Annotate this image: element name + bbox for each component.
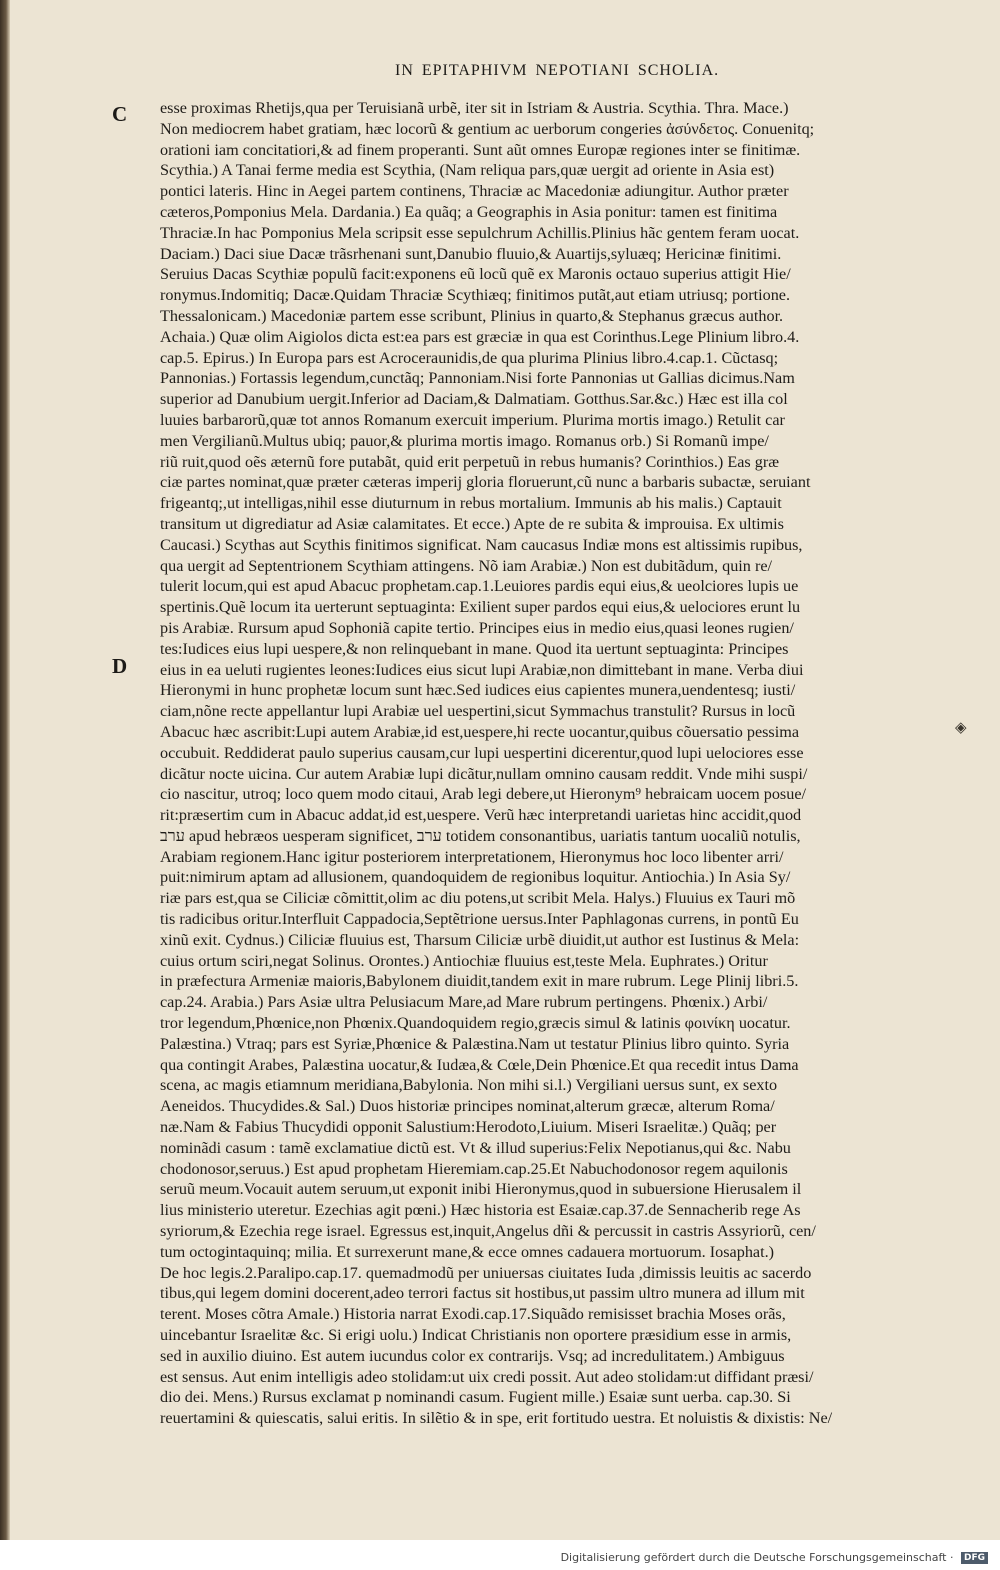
text-line: rit:præsertim cum in Abacuc addat,id est,uespere. Verũ hæc interpretandi uarietas hinc accidit,quod (160, 806, 802, 825)
text-line: esse proximas Rhetijs,qua per Teruisianã urbẽ, iter sit in Istriam & Austria. Scythia. Thra. Mace.) (160, 99, 789, 117)
text-line: Palæstina.) Vtraq; pars est Syriæ,Phœnice & Palæstina.Nam ut testatur Plinius libro quinto. Syria (160, 1034, 790, 1053)
text-line: riũ ruit,quod oẽs æternũ fore putabãt, quid erit perpetuũ in rebus humanis? Corinthios.) Eas græ (160, 452, 780, 471)
text-line: Seruius Dacas Scythiæ populũ facit:exponens eũ locũ quẽ ex Maronis octauo superius attigit Hie/ (160, 265, 791, 284)
text-line: Thessalonicam.) Macedoniæ partem esse scribunt, Plinius in quarto,& Stephanus græcus author. (160, 306, 784, 325)
text-line: ronymus.Indomitiq; Dacæ.Quidam Thraciæ Scythiæq; finitimos putãt,aut etiam utriusq; portione. (160, 286, 791, 305)
text-line: in præfectura Armeniæ maioris,Babylonem diuidit,tandem exit in mare rubrum. Lege Plinij libri.5. (160, 972, 799, 991)
text-line: occubuit. Reddiderat paulo superius causam,cur lupi uespertini dicerentur,quod lupi uelociores esse (160, 743, 804, 762)
page-header-title: IN EPITAPHIVM NEPOTIANI SCHOLIA. (395, 62, 720, 79)
text-line: tes:Iudices eius lupi uespere,& non relinquebant in mane. Quod ita uertunt septuaginta: Principes (160, 639, 789, 658)
text-line: Achaia.) Quæ olim Aigiolos dicta est:ea pars est græciæ in qua est Corinthus.Lege Plinium libro.4. (160, 327, 800, 346)
text-line: reuertamini & quiescatis, salui eritis. In silẽtio & in spe, erit fortitudo uestra. Et noluistis & dixistis: Ne/ (160, 1409, 833, 1428)
book-spine-edge (0, 0, 10, 1570)
text-line: næ.Nam & Fabius Thucydidi opponit Salustium:Herodoto,Liuium. Miseri Israelitæ.) Quãq; per (160, 1118, 777, 1137)
footer-credit-text: Digitalisierung gefördert durch die Deutsche Forschungsgemeinschaft · (560, 1551, 954, 1564)
text-line: riæ pars est,qua se Ciliciæ cõmittit,olim ac diu potens,ut scribit Mela. Halys.) Fluuius ex Tauri mõ (160, 889, 796, 908)
text-line: dio dei. Mens.) Rursus exclamat p nominandi casum. Fugient mille.) Esaiæ sunt uerba. cap.30. Si (160, 1388, 791, 1407)
text-line: cuius ortum sciri,negat Solinus. Orontes.) Antiochiæ fluuius est,teste Mela. Euphrates.) Oritur (160, 951, 768, 970)
text-line: cap.5. Epirus.) In Europa pars est Acroceraunidis,de qua plurima Plinius libro.4.cap.1. Cũctasq; (160, 348, 779, 367)
text-line: ערב apud hebræos uesperam significet, ערב totidem consonantibus, uariatis tantum uocaliũ notulis, (160, 826, 801, 845)
text-line: syriorum,& Ezechia rege israel. Egressus est,inquit,Angelus dñi & percussit in castris Assyriorũ, cen/ (160, 1222, 816, 1241)
text-line: pis Arabiæ. Rursum apud Sophoniã capite tertio. Principes eius in medio eius,quasi leones rugien/ (160, 618, 794, 637)
text-line: sed in auxilio diuino. Est autem iucundus color ex contrarijs. Vsq; ad incredulitatem.) Ambiguus (160, 1346, 785, 1365)
text-line: luuies barbarorũ,quæ tot annos Romanum exercuit imperium. Plurima mortis imago.) Retulit car (160, 410, 785, 429)
text-line: dicãtur nocte uicina. Cur autem Arabiæ lupi dicãtur,nullam omnino causam reddit. Vnde mihi suspi/ (160, 764, 808, 783)
text-line: Pannonias.) Fortassis legendum,cunctãq; Pannoniam.Nisi forte Pannonias ut Gallias dicimus.Nam (160, 369, 795, 388)
commentary-text-block (160, 98, 832, 1429)
text-line: Thraciæ.In hac Pomponius Mela scripsit esse sepulchrum Achillis.Plinius hãc gentem feram uocat. (160, 223, 800, 242)
text-line: terent. Moses cõtra Amale.) Historia narrat Exodi.cap.17.Siquãdo remisisset brachia Moses orãs, (160, 1305, 786, 1324)
text-line: transitum ut digrediatur ad Asiæ calamitates. Et ecce.) Apte de re subita & improuisa. Ex ultimis (160, 514, 784, 533)
text-line: orationi iam concitatiori,& ad finem properanti. Sunt aũt omnes Europæ regiones inter se finitimæ. (160, 140, 801, 159)
text-line: tror legendum,Phœnice,non Phœnix.Quandoquidem regio,græcis simul & latinis φοινίκη uocatur. (160, 1014, 791, 1033)
text-line: ciæ partes nominat,quæ præter cæteras imperij gloria floruerunt,cũ nunc a barbaris subactæ, seruiant (160, 473, 811, 492)
text-line: Non mediocrem habet gratiam, hæc locorũ & gentium ac uerborum congeries ἀσύνδετος. Conuenitq; (160, 119, 815, 138)
text-line: Scythia.) A Tanai ferme media est Scythia, (Nam reliqua pars,quæ uergit ad oriente in Asia est) (160, 161, 775, 180)
text-line: Abacuc hæc ascribit:Lupi autem Arabiæ,id est,uespere,hi recte uocantur,quibus cõuersatio pessima (160, 722, 800, 741)
text-line: xinũ exit. Cydnus.) Ciliciæ fluuius est, Tharsum Ciliciæ urbẽ diuidit,ut author est Iustinus & Mela: (160, 930, 800, 949)
text-line: scena, ac magis etiamnum meridiana,Babylonia. Non mihi si.l.) Vergiliani uersus sunt, ex sexto (160, 1076, 778, 1095)
text-line: Daciam.) Daci siue Dacæ trãsrhenani sunt,Danubio fluuio,& Auartijs,syluæq; Hericinæ finitimi. (160, 244, 782, 263)
text-line: De hoc legis.2.Paralipo.cap.17. quemadmodũ per uniuersas ciuitates Iuda ,dimissis leuitis ac sacerdo (160, 1263, 812, 1282)
text-line: puit:nimirum aptam ad allusionem, quandoquidem de regionibus loquitur. Antiochia.) In Asia Sy/ (160, 868, 791, 887)
text-line: spertinis.Quẽ locum ita uerterunt septuaginta: Exilient super pardos equi eius,& uelociores erunt lu (160, 598, 801, 617)
text-line: uincebantur Israelitæ &c. Si erigi uolu.) Indicat Christianis non oportere præsidium esse in armis, (160, 1326, 792, 1345)
text-line: tibus,qui legem domini docerent,adeo terrori factus sit hostibus,ut passim ultro munera ad illum mit (160, 1284, 805, 1303)
text-line: Caucasi.) Scythas aut Scythis finitimos significat. Nam caucasus Indiæ mons est altissimis rupibus, (160, 535, 803, 554)
text-line: chodonosor,seruus.) Est apud prophetam Hieremiam.cap.25.Et Nabuchodonosor regem aquilonis (160, 1159, 788, 1178)
text-line: tum octogintaquinq; milia. Et surrexerunt mane,& ecce omnes cadauera mortuorum. Iosaphat.) (160, 1242, 775, 1261)
text-line: Arabiam regionem.Hanc igitur posteriorem interpretationem, Hieronymus hoc loco libenter arri/ (160, 847, 784, 866)
text-line: qua contingit Arabes, Palæstina uocatur,& Iudæa,& Cœle,Dein Phœnice.Et qua recedit intus Dama (160, 1055, 799, 1074)
text-line: superior ad Danubium uergit.Inferior ad Daciam,& Dalmatiam. Gotthus.Sar.&c.) Hæc est illa col (160, 390, 788, 409)
text-line: Aeneidos. Thucydides.& Sal.) Duos historiæ principes nominat,alterum græcæ, alterum Roma/ (160, 1097, 775, 1116)
text-line: men Vergilianũ.Multus ubiq; pauor,& plurima mortis imago. Romanus orb.) Si Romanũ impe/ (160, 431, 769, 450)
digitization-credit (561, 1551, 988, 1564)
margin-section-letter-c: C (112, 102, 128, 126)
text-line: est sensus. Aut enim intelligis adeo stolidam:ut uix credi possit. Aut adeo stolidam:ut diffidant præsi/ (160, 1367, 814, 1386)
text-line: tulerit locum,qui est apud Abacuc prophetam.cap.1.Leuiores pardis equi eius,& ueolciores lupis ue (160, 577, 799, 596)
dfg-logo: DFG (961, 1552, 988, 1564)
text-line: cæteros,Pomponius Mela. Dardania.) Ea quãq; a Geographis in Asia ponitur: tamen est finitima (160, 202, 778, 221)
margin-section-letter-d: D (112, 654, 128, 678)
margin-ornament-icon: ◈ (955, 720, 967, 736)
text-line: seruũ meum.Vocauit autem seruum,ut exponit inibi Hieronymus,quod in subuersione Hierusalem il (160, 1180, 802, 1199)
text-line: tis radicibus oritur.Interfluit Cappadocia,Septẽtrione uersus.Inter Paphlagonas currens, in pontũ Eu (160, 910, 799, 929)
text-line: pontici lateris. Hinc in Aegei partem continens, Thraciæ ac Macedoniæ adiungitur. Author præter (160, 182, 789, 201)
text-line: cio nascitur, utroq; loco quem modo citaui, Arab legi debere,ut Hieronym⁹ hebraicam uocem posue/ (160, 785, 807, 804)
text-line: Hieronymi in hunc prophetæ locum sunt hæc.Sed iudices eius capientes munera,uendentesq; iusti/ (160, 681, 796, 700)
text-line: cap.24. Arabia.) Pars Asiæ ultra Pelusiacum Mare,ad Mare rubrum pertingens. Phœnix.) Arbi/ (160, 993, 768, 1012)
text-line: eius in ea ueluti rugientes leones:Iudices eius sicut lupi Arabiæ,non dimittebant in mane. Verba diui (160, 660, 804, 679)
text-line: frigeantq;,ut intelligas,nihil esse diuturnum in rebus mortalium. Immunis ab his malis.) Captauit (160, 494, 782, 513)
text-line: lius ministerio uteretur. Ezechias agit pœni.) Hæc historia est Esaiæ.cap.37.de Sennacherib rege As (160, 1201, 801, 1220)
text-line: qua uergit ad Septentrionem Scythiam attingens. Nõ iam Arabiæ.) Non est dubitãdum, quin re/ (160, 556, 773, 575)
text-line: ciam,nõne recte appellantur lupi Arabiæ uel uespertini,sicut Symmachus transtulit? Rursus in locũ (160, 702, 796, 721)
text-line: nominãdi casum : tamẽ exclamatiue dictũ est. Vt & illud superius:Felix Nepotianus,qui &c. Nabu (160, 1138, 791, 1157)
